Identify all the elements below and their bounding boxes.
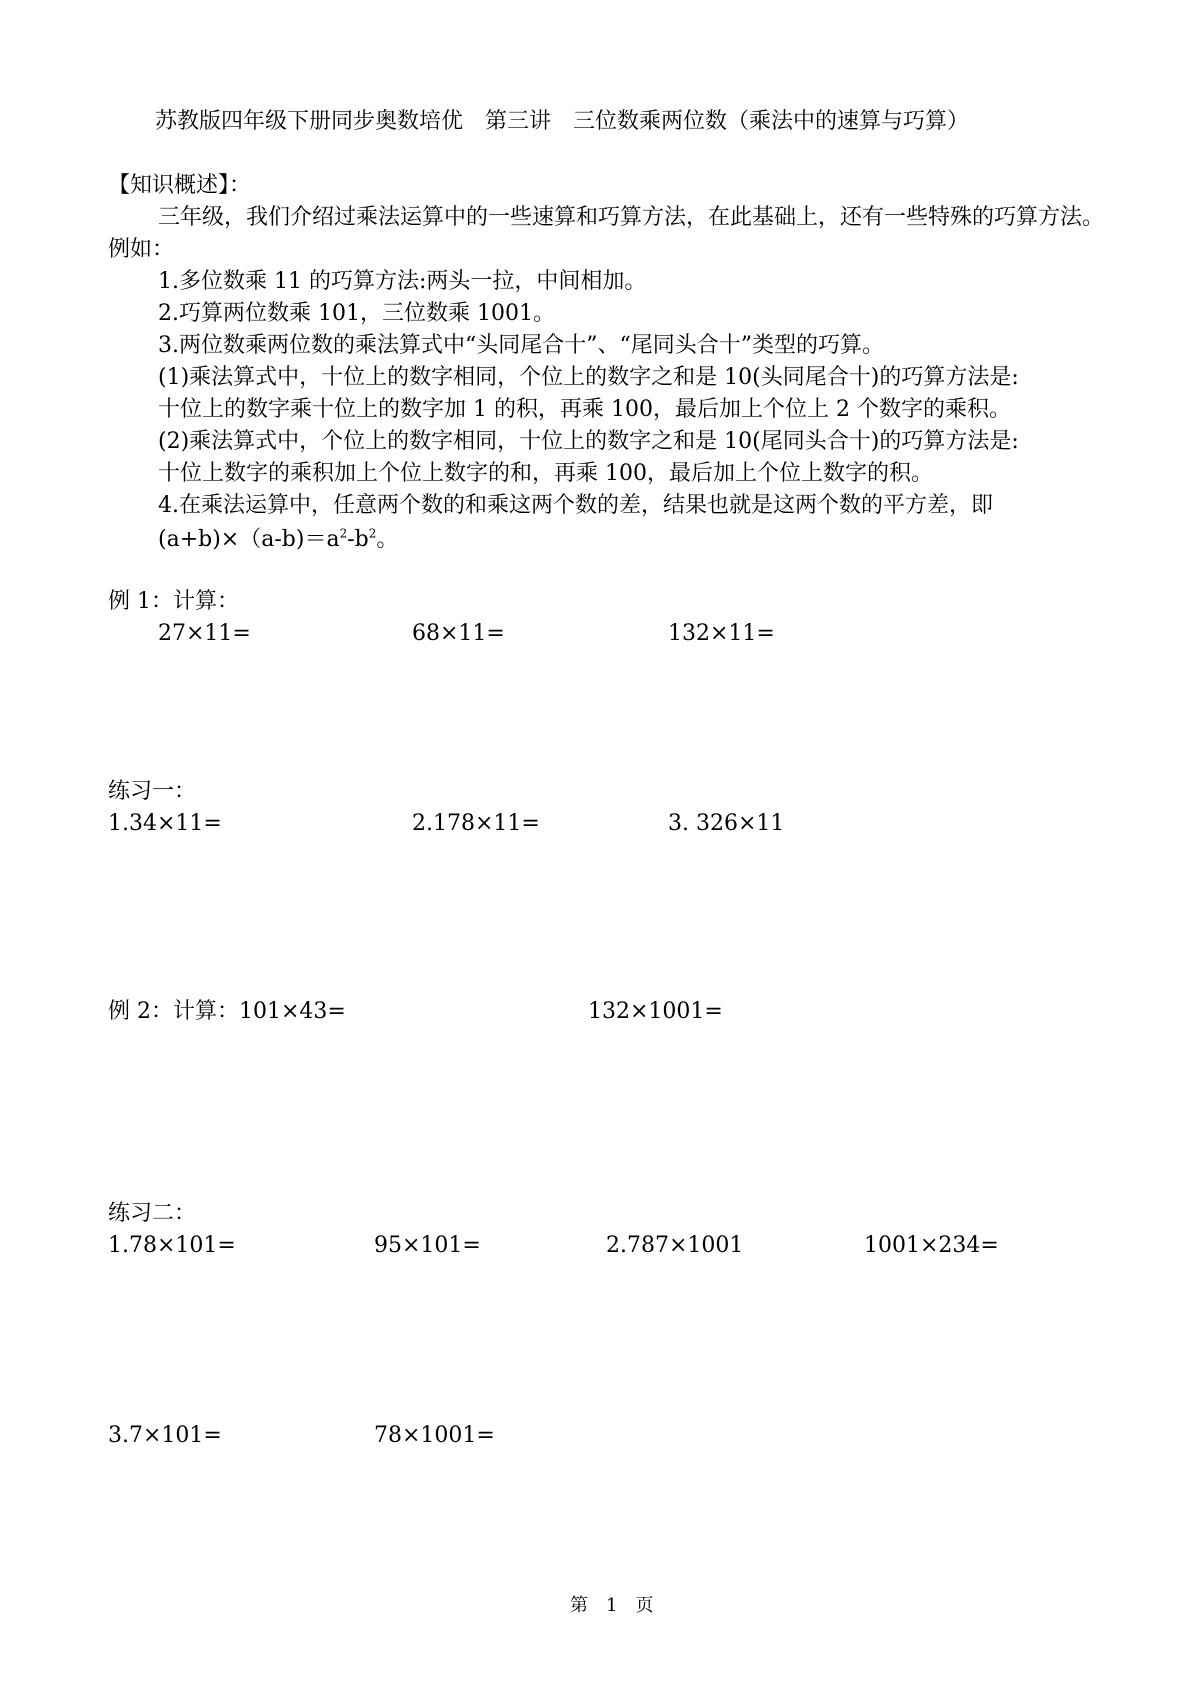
knowledge-item: 十位上数字的乘积加上个位上数字的和，再乘 100，最后加上个位上数字的积。 [158, 461, 933, 486]
document-title: 苏教版四年级下册同步奥数培优 第三讲 三位数乘两位数（乘法中的速算与巧算） [155, 109, 970, 134]
practice1-problem: 3. 326×11 [668, 811, 785, 836]
practice2-problem: 2.787×1001 [606, 1233, 744, 1258]
formula-mid: -b [347, 527, 369, 552]
practice2-problem: 1.78×101= [108, 1233, 236, 1258]
example1-problem: 68×11= [412, 621, 505, 646]
knowledge-item: (2)乘法算式中，个位上的数字相同，十位上的数字之和是 10(尾同头合十)的巧算方法是: [158, 429, 1019, 454]
knowledge-intro: 三年级，我们介绍过乘法运算中的一些速算和巧算方法，在此基础上，还有一些特殊的巧算方法。例如： [108, 205, 1105, 262]
knowledge-item: 1.多位数乘 11 的巧算方法:两头一拉，中间相加。 [158, 269, 647, 294]
practice2-problem: 78×1001= [374, 1423, 495, 1448]
formula-main: (a+b)×（a-b)＝a [158, 527, 340, 552]
page-number: 第 1 页 [570, 1595, 654, 1616]
example2-problem: 132×1001= [588, 999, 723, 1024]
practice1-problem: 2.178×11= [412, 811, 540, 836]
formula-line [158, 524, 398, 556]
practice2-problem: 3.7×101= [108, 1423, 222, 1448]
knowledge-item: 十位上的数字乘十位上的数字加 1 的积，再乘 100，最后加上个位上 2 个数字的乘积。 [158, 397, 1011, 422]
formula-exponent: 2 [368, 526, 377, 541]
knowledge-heading: 【知识概述】： [108, 173, 252, 198]
knowledge-item: 4.在乘法运算中，任意两个数的和乘这两个数的差，结果也就是这两个数的平方差，即 [158, 493, 993, 518]
practice2-label: 练习二： [108, 1201, 197, 1226]
example1-label: 例 1：计算： [108, 589, 239, 614]
knowledge-item: 3.两位数乘两位数的乘法算式中“头同尾合十”、“尾同头合十”类型的巧算。 [158, 333, 884, 358]
practice2-problem: 95×101= [374, 1233, 481, 1258]
practice1-label: 练习一： [108, 779, 197, 804]
formula-end: 。 [376, 527, 399, 552]
practice2-problem: 1001×234= [864, 1233, 999, 1258]
knowledge-item: (1)乘法算式中，十位上的数字相同，个位上的数字之和是 10(头同尾合十)的巧算方法是: [158, 365, 1019, 390]
practice1-problem: 1.34×11= [108, 811, 222, 836]
example1-problem: 132×11= [668, 621, 775, 646]
example2-label: 例 2：计算：101×43= [108, 999, 346, 1024]
example1-problem: 27×11= [158, 621, 251, 646]
formula-exponent: 2 [339, 526, 348, 541]
knowledge-item: 2.巧算两位数乘 101，三位数乘 1001。 [158, 301, 555, 326]
